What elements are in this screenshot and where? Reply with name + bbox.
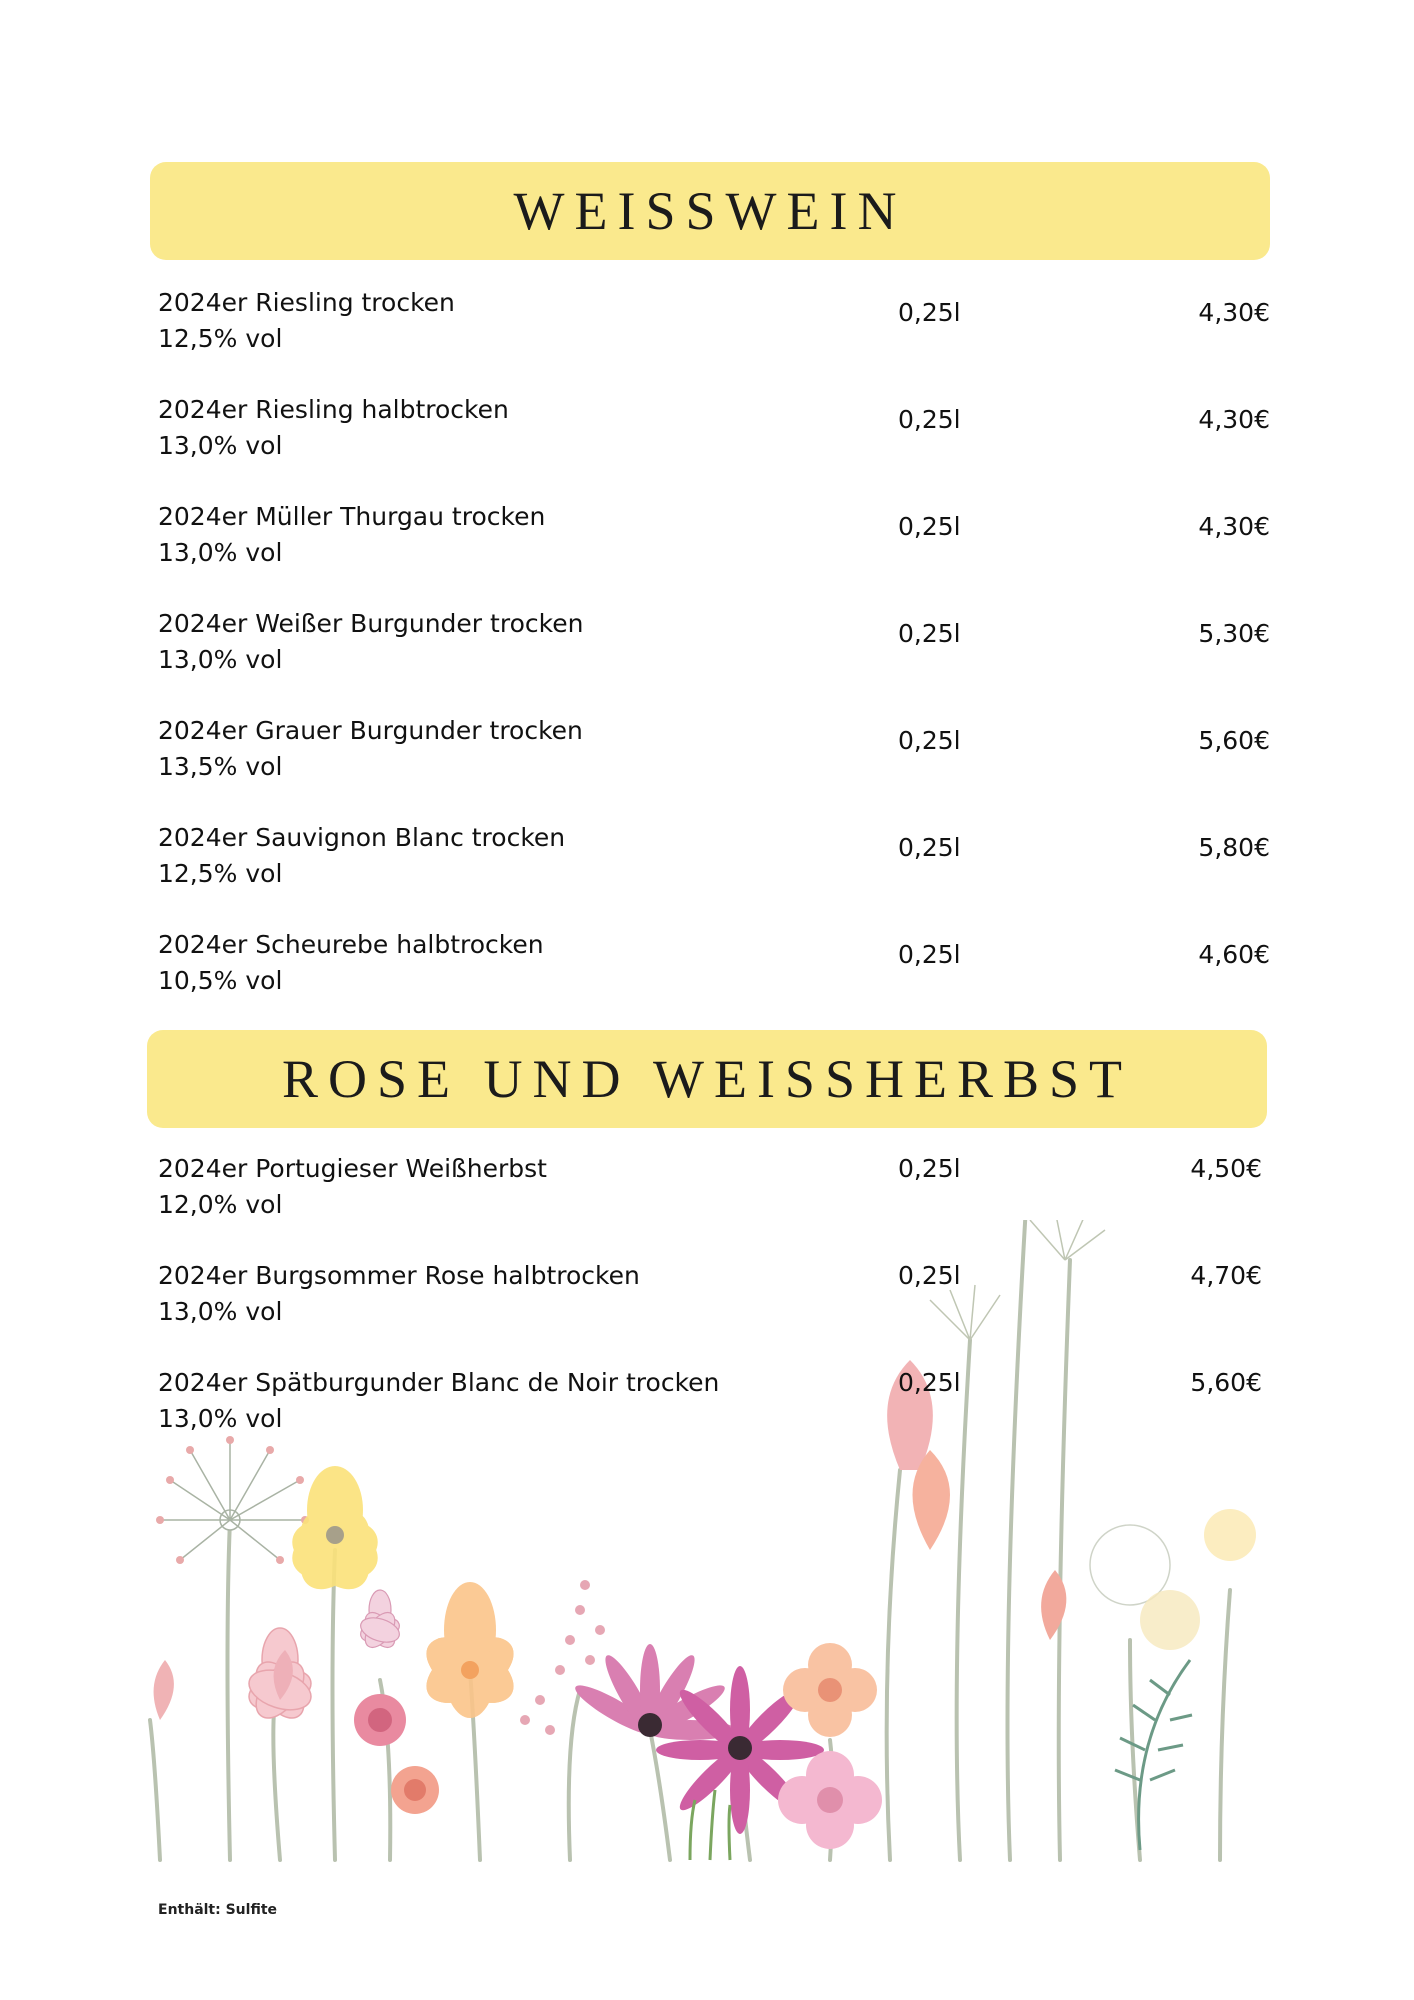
orange-flower-icon	[415, 1582, 524, 1718]
wine-volume: 0,25l	[898, 405, 961, 434]
wine-price: 5,60€	[1198, 726, 1270, 755]
wine-abv: 12,5% vol	[158, 859, 283, 888]
fern-icon	[1115, 1660, 1192, 1850]
wine-price: 5,60€	[1190, 1368, 1262, 1397]
wine-name: 2024er Riesling halbtrocken	[158, 395, 509, 424]
tulip-bud-icon	[154, 1660, 174, 1720]
wine-abv: 10,5% vol	[158, 966, 283, 995]
tulip-bud-icon	[1041, 1570, 1066, 1640]
wine-item	[158, 609, 1270, 716]
wine-item	[158, 395, 1270, 502]
wine-item	[158, 1154, 1270, 1261]
wine-abv: 12,0% vol	[158, 1190, 283, 1219]
wine-abv: 13,0% vol	[158, 1297, 283, 1326]
berry-sprig-icon	[520, 1580, 605, 1735]
wine-price: 4,70€	[1190, 1261, 1262, 1290]
wine-volume: 0,25l	[898, 1261, 961, 1290]
wine-item	[158, 823, 1270, 930]
section-title: ROSE UND WEISSHERBST	[281, 1049, 1133, 1109]
wine-price: 4,30€	[1198, 512, 1270, 541]
wine-volume: 0,25l	[898, 726, 961, 755]
wine-list-rose	[158, 1154, 1270, 1475]
wine-abv: 13,0% vol	[158, 431, 283, 460]
wine-item	[158, 288, 1270, 395]
wine-price: 5,30€	[1198, 619, 1270, 648]
yellow-puff-icon	[1140, 1590, 1200, 1650]
wine-abv: 13,0% vol	[158, 538, 283, 567]
wine-name: 2024er Spätburgunder Blanc de Noir trocken	[158, 1368, 720, 1397]
yellow-flower-icon	[285, 1466, 386, 1602]
section-banner-rose	[147, 1030, 1267, 1128]
wine-volume: 0,25l	[898, 1368, 961, 1397]
wine-name: 2024er Grauer Burgunder trocken	[158, 716, 583, 745]
wine-item	[158, 716, 1270, 823]
wine-price: 4,60€	[1198, 940, 1270, 969]
wine-volume: 0,25l	[898, 298, 961, 327]
wine-name: 2024er Sauvignon Blanc trocken	[158, 823, 566, 852]
wine-price: 5,80€	[1198, 833, 1270, 862]
wine-volume: 0,25l	[898, 940, 961, 969]
small-pink-flower-icon	[358, 1590, 403, 1653]
wine-name: 2024er Portugieser Weißherbst	[158, 1154, 547, 1183]
section-title: WEISSWEIN	[513, 181, 907, 241]
wine-abv: 13,0% vol	[158, 645, 283, 674]
section-banner-weisswein	[150, 162, 1270, 260]
wine-item	[158, 502, 1270, 609]
wine-name: 2024er Burgsommer Rose halbtrocken	[158, 1261, 640, 1290]
wine-item	[158, 930, 1270, 1037]
wine-price: 4,30€	[1198, 405, 1270, 434]
wine-name: 2024er Scheurebe halbtrocken	[158, 930, 544, 959]
wine-name: 2024er Müller Thurgau trocken	[158, 502, 546, 531]
wine-name: 2024er Riesling trocken	[158, 288, 455, 317]
wine-abv: 12,5% vol	[158, 324, 283, 353]
wine-item	[158, 1368, 1270, 1475]
wine-price: 4,50€	[1190, 1154, 1262, 1183]
wine-volume: 0,25l	[898, 619, 961, 648]
wine-volume: 0,25l	[898, 1154, 961, 1183]
wine-item	[158, 1261, 1270, 1368]
wine-abv: 13,0% vol	[158, 1404, 283, 1433]
wine-volume: 0,25l	[898, 512, 961, 541]
wine-list-weisswein	[158, 288, 1270, 1037]
yellow-puff-icon	[1204, 1509, 1256, 1561]
allergen-note: Enthält: Sulfite	[158, 1902, 278, 1918]
wine-price: 4,30€	[1198, 298, 1270, 327]
wine-abv: 13,5% vol	[158, 752, 283, 781]
wine-volume: 0,25l	[898, 833, 961, 862]
grass-icon	[690, 1790, 730, 1860]
wine-name: 2024er Weißer Burgunder trocken	[158, 609, 584, 638]
